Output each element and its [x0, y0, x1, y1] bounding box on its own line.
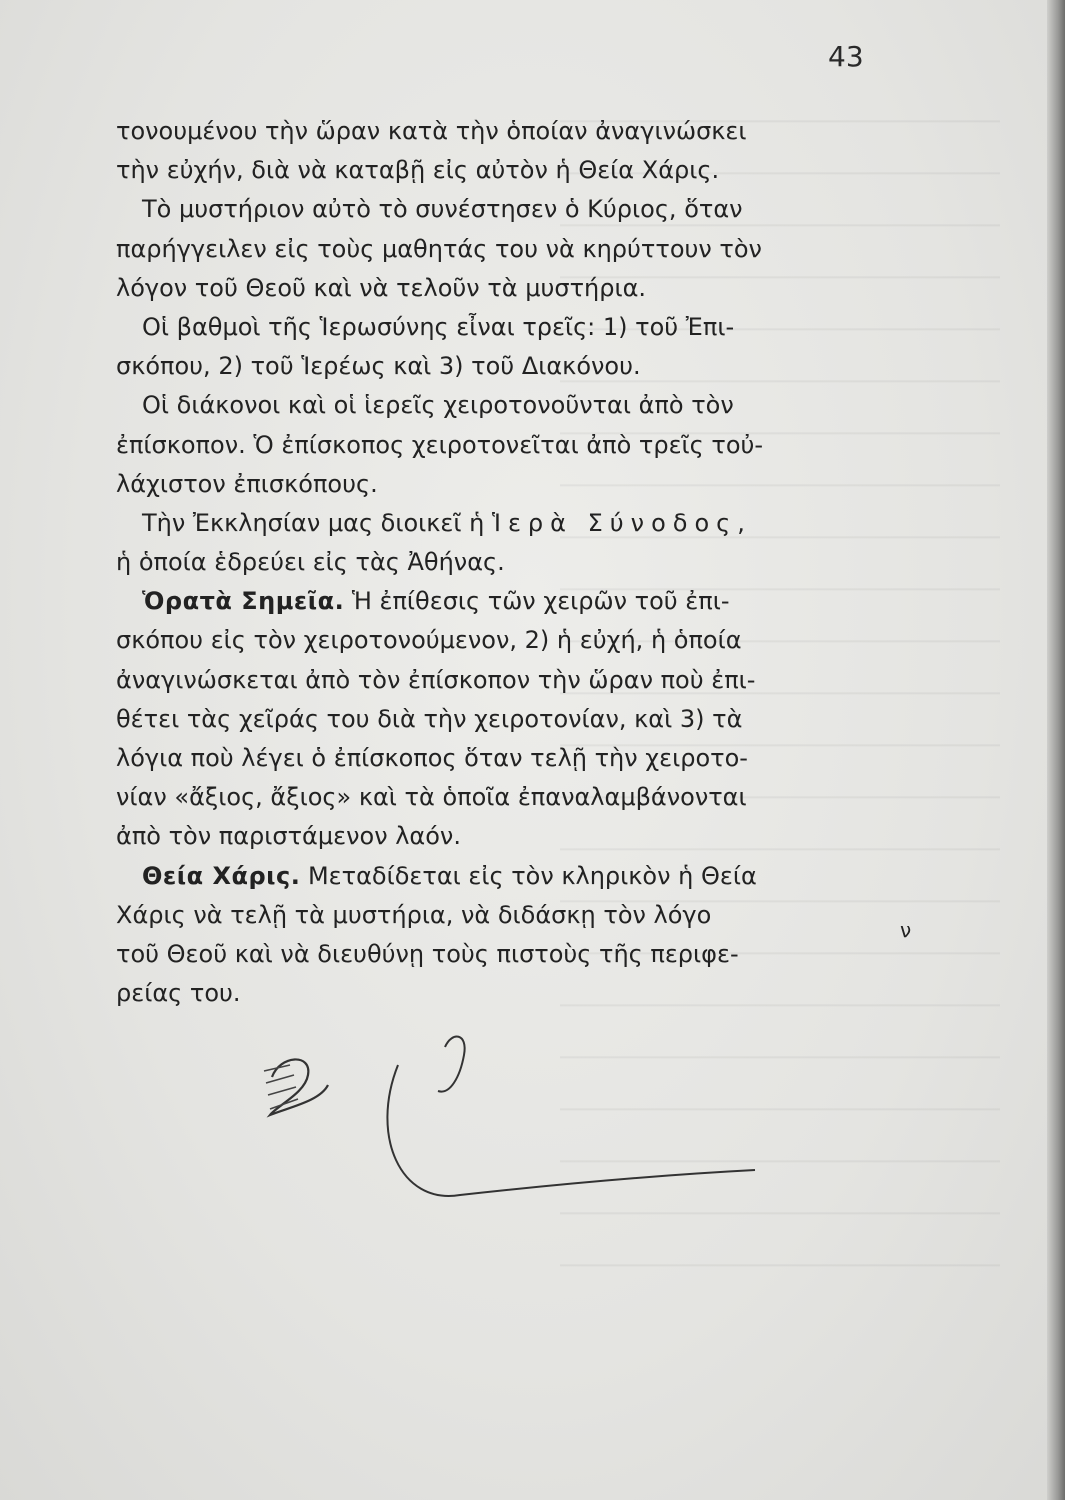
- text-line: τὴν εὐχήν, διὰ νὰ καταβῇ εἰς αὐτὸν ἡ Θεία Χάρις.: [116, 156, 720, 185]
- text-line: Τὴν Ἐκκλησίαν μας διοικεῖ ἡ Ἱερὰ Σύνοδος,: [142, 508, 745, 537]
- text-line: ρείας του.: [116, 979, 241, 1008]
- text-line: Τὸ μυστήριον αὐτὸ τὸ συνέστησεν ὁ Κύριος, ὅταν: [142, 195, 743, 224]
- text-line: τονουμένου τὴν ὥραν κατὰ τὴν ὁποίαν ἀναγινώσκει: [116, 117, 747, 145]
- body-text: [116, 112, 906, 1013]
- text-line: ἡ ὁποία ἑδρεύει εἰς τὰς Ἀθήνας.: [116, 548, 505, 577]
- section-heading: Ὁρατὰ Σημεῖα.: [142, 587, 345, 616]
- text-line: παρήγγειλεν εἰς τοὺς μαθητάς του νὰ κηρύττουν τὸν: [116, 234, 762, 263]
- text-line: Ὁρατὰ Σημεῖα. Ἡ ἐπίθεσις τῶν χειρῶν τοῦ ἐπι-: [142, 587, 730, 616]
- text-line: νίαν «ἄξιος, ἄξιος» καὶ τὰ ὁποῖα ἐπαναλαμβάνονται: [116, 783, 747, 812]
- text-line: λόγον τοῦ Θεοῦ καὶ νὰ τελοῦν τὰ μυστήρια.: [116, 273, 647, 302]
- text-line: ἀπὸ τὸν παριστάμενον λαόν.: [116, 822, 461, 851]
- page-edge-shadow: [1047, 0, 1065, 1500]
- text-line: λάχιστον ἐπισκόπους.: [116, 469, 378, 498]
- text-line: σκόπου, 2) τοῦ Ἱερέως καὶ 3) τοῦ Διακόνου.: [116, 352, 641, 381]
- scribble-hatch: [264, 1065, 298, 1109]
- spaced-term: Ἱερὰ Σύνοδος: [491, 508, 738, 537]
- text-line: Οἱ βαθμοὶ τῆς Ἱερωσύνης εἶναι τρεῖς: 1) τοῦ Ἐπι-: [142, 312, 735, 341]
- scribble-sweep: [387, 1065, 755, 1196]
- handwritten-scribble: [250, 1025, 770, 1225]
- text-line: Οἱ διάκονοι καὶ οἱ ἱερεῖς χειροτονοῦνται ἀπὸ τὸν: [142, 391, 734, 420]
- text-line: λόγια ποὺ λέγει ὁ ἐπίσκοπος ὅταν τελῇ τὴν χειροτο-: [116, 744, 748, 772]
- text-line: Θεία Χάρις. Μεταδίδεται εἰς τὸν κληρικὸν ἡ Θεία: [142, 861, 757, 890]
- handwritten-superscript: ν: [900, 918, 912, 942]
- text-line: ἐπίσκοπον. Ὁ ἐπίσκοπος χειροτονεῖται ἀπὸ τρεῖς τοὐ-: [116, 430, 764, 459]
- text-line: Χάρις νὰ τελῇ τὰ μυστήρια, νὰ διδάσκῃ τὸν λόγο: [116, 900, 712, 929]
- section-heading: Θεία Χάρις.: [142, 861, 301, 890]
- text-line: τοῦ Θεοῦ καὶ νὰ διευθύνῃ τοὺς πιστοὺς τῆς περιφε-: [116, 939, 739, 968]
- scribble-hook: [438, 1037, 465, 1092]
- text-line: ἀναγινώσκεται ἀπὸ τὸν ἐπίσκοπον τὴν ὥραν ποὺ ἐπι-: [116, 665, 756, 694]
- text-line: σκόπου εἰς τὸν χειροτονούμενον, 2) ἡ εὐχή, ἡ ὁποία: [116, 626, 742, 655]
- text-line: θέτει τὰς χεῖράς του διὰ τὴν χειροτονίαν, καὶ 3) τὰ: [116, 704, 743, 733]
- page-number: 43: [828, 40, 864, 73]
